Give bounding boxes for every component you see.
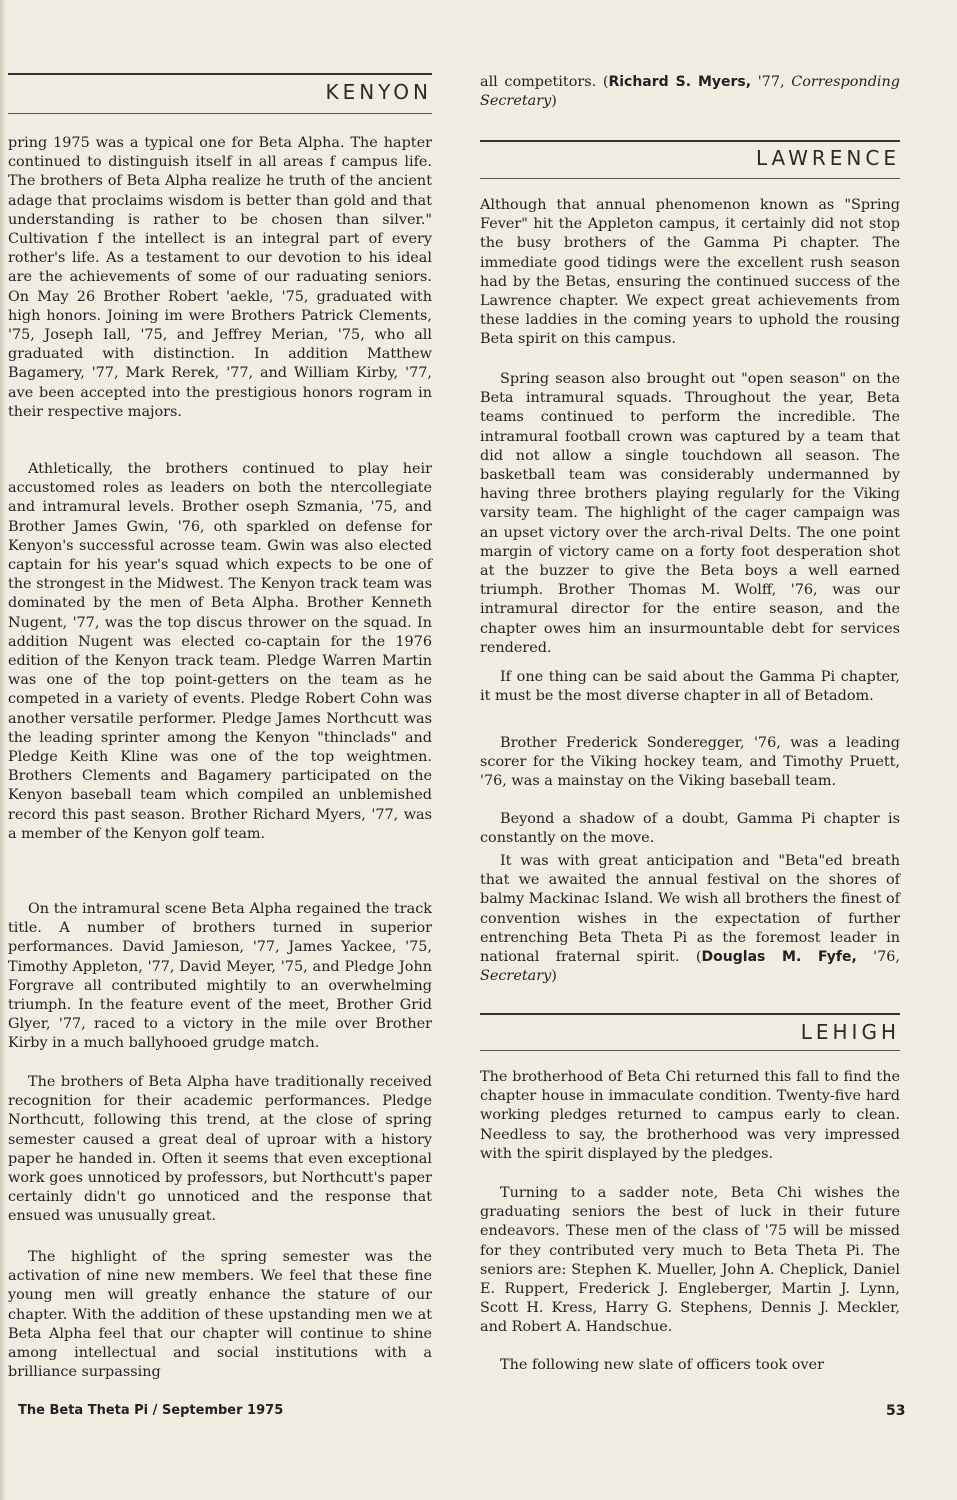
lawrence-rule-top [480,140,900,142]
lehigh-rule-bottom [480,1050,900,1051]
kenyon-paragraph-3: On the intramural scene Beta Alpha regained the track title. A number of brothers turned in superior performances. David Jamieson, '77, James Yackee, '75, Timothy Appleton, '77, David Meyer, '75, and Pledge John Forgrave all contributed mightily to an overwhelming triumph. In the feature event of the meet, Brother Grid Glyer, '77, raced to a victory in the mile over Brother Kirby in a much ballyhooed grudge match. [8,901,432,1052]
kenyon-closing-end: ) [551,93,557,110]
page-binding-edge [0,0,6,1500]
kenyon-signer-role: Corresponding Secretary [480,74,900,110]
lehigh-paragraph-3: The following new slate of officers took over [500,1357,824,1373]
lawrence-title: LAWRENCE [755,146,900,170]
kenyon-closing-text: all competitors. ( [480,74,609,90]
lawrence-signer: Douglas M. Fyfe, [701,949,857,966]
kenyon-paragraph-5: The highlight of the spring semester was the activation of nine new members. We feel that these fine young men will greatly enhance the stature of our chapter. With the addition of these upstanding men we at Beta Alpha feel that our chapter will continue to shine among intellectual and social institutions with a brilliance surpassing [8,1249,432,1381]
kenyon-paragraph-4: The brothers of Beta Alpha have traditionally received recognition for their academic performances. Pledge Northcutt, following this trend, at the close of spring semester caused a great deal of uproar with a history paper he handed in. Often it seems that even exceptional work goes unnoticed by professors, but Northcutt's paper certainly didn't go unnoticed and the response that ensued was unusually great. [8,1074,432,1225]
publication-footer: The Beta Theta Pi / September 1975 [18,1403,284,1418]
kenyon-signer-year: '77, [751,74,792,90]
lawrence-signer-role: Secretary [480,968,552,985]
lawrence-paragraph-5: Beyond a shadow of a doubt, Gamma Pi chapter is constantly on the move. [480,811,900,847]
kenyon-closing [480,73,900,111]
lawrence-rule-bottom [480,178,900,179]
lehigh-title: LEHIGH [800,1020,900,1044]
lawrence-closing-start: ( [695,949,702,966]
kenyon-paragraph-1: pring 1975 was a typical one for Beta Alpha. The hapter continued to distinguish itself in all areas f campus life. The brothers of Beta Alpha realize he truth of the ancient adage that proclaims wisdom is better than gold and that understanding is rather to be chosen than silver." Cultivation f the intellect is an integral part of every rother's life. As a testament to our devotion to his ideal are the achievements of some of our raduating seniors. On May 26 Brother Robert 'aekle, '75, graduated with high honors. Joining im were Brothers Patrick Clements, '75, Joseph Iall, '75, and Jeffrey Merian, '75, who all graduated with distinction. In addition Matthew Bagamery, '77, Mark Rerek, '77, and William Kirby, '77, ave been accepted into the prestigious honors rogram in their respective majors. [8,135,432,420]
kenyon-signer: Richard S. Myers, [608,74,752,90]
lawrence-paragraph-1: Although that annual phenomenon known as "Spring Fever" hit the Appleton campus, it certainly did not stop the busy brothers of the Gamma Pi chapter. The immediate good tidings were the excellent rush season had by the Betas, ensuring the continued success of the Lawrence chapter. We expect great achievements from these laddies in the coming years to uphold the rousing Beta spirit on this campus. [480,197,900,348]
lawrence-paragraph-2: Spring season also brought out "open season" on the Beta intramural squads. Throughout the year, Beta teams continued to perform the incredible. The intramural football crown was captured by a team that did not allow a single touchdown all season. The basketball team was considerably undermanned by having three brothers playing regularly for the Viking varsity team. The highlight of the cager campaign was an upset victory over the arch-rival Delts. The one point margin of victory came on a forty foot desperation shot at the buzzer to give the Beta boys a well earned triumph. Brother Thomas M. Wolff, '76, was our intramural director for the entire season, and the chapter owes him an insurmountable debt for services rendered. [480,371,900,656]
kenyon-title: KENYON [325,80,432,104]
page-number: 53 [886,1403,906,1419]
lawrence-paragraph-3: If one thing can be said about the Gamma Pi chapter, it must be the most diverse chapter in all of Betadom. [480,669,900,705]
kenyon-paragraph-2: Athletically, the brothers continued to play heir accustomed roles as leaders on both the ntercollegiate and intramural levels. Brother oseph Szmania, '75, and Brother James Gwin, '76, oth sparkled on defense for Kenyon's successful acrosse team. Gwin was also elected captain for his year's squad which expects to be one of the strongest in the Midwest. The Kenyon track team was dominated by the men of Beta Alpha. Brother Kenneth Nugent, '77, was the top discus thrower on the squad. In addition Nugent was elected co-captain for the 1976 edition of the Kenyon track team. Pledge Warren Martin was one of the top point-getters on the team as he competed in a variety of events. Pledge Robert Cohn was another versatile performer. Pledge James Northcutt was the leading sprinter among the Kenyon "thinclads" and Pledge Keith Kline was one of the top weightmen. Brothers Clements and Bagamery participated on the Kenyon baseball team which compiled an unblemished record this past season. Brother Richard Myers, '77, was a member of the Kenyon golf team. [8,461,432,842]
lawrence-signer-year: '76, [856,949,900,966]
lehigh-paragraph-2: Turning to a sadder note, Beta Chi wishes the graduating seniors the best of luck in their future endeavors. These men of the class of '75 will be missed for they contributed very much to Beta Theta Pi. The seniors are: Stephen K. Mueller, John A. Cheplick, Daniel E. Ruppert, Frederick J. Engleberger, Martin J. Lynn, Scott H. Kress, Harry G. Stephens, Dennis J. Meckler, and Robert A. Handschue. [480,1185,900,1336]
lawrence-paragraph-6 [480,852,900,986]
lawrence-paragraph-6-text: It was with great anticipation and "Beta"ed breath that we awaited the annual festival on the shores of balmy Mackinac Island. We wish all brothers the finest of convention wishes in the expectation of further entrenching Beta Theta Pi as the foremost leader in national fraternal spirit. [480,853,900,966]
lehigh-paragraph-1: The brotherhood of Beta Chi returned this fall to find the chapter house in immaculate condition. Twenty-five hard working pledges returned to campus early to clean. Needless to say, the brotherhood was very impressed with the spirit displayed by the pledges. [480,1069,900,1162]
lawrence-paragraph-4: Brother Frederick Sonderegger, '76, was a leading scorer for the Viking hockey team, and Timothy Pruett, '76, was a mainstay on the Viking baseball team. [480,735,900,790]
lehigh-rule-top [480,1013,900,1015]
kenyon-rule-bottom [8,113,432,114]
lawrence-closing-end: ) [551,968,557,985]
kenyon-rule-top [8,73,432,75]
